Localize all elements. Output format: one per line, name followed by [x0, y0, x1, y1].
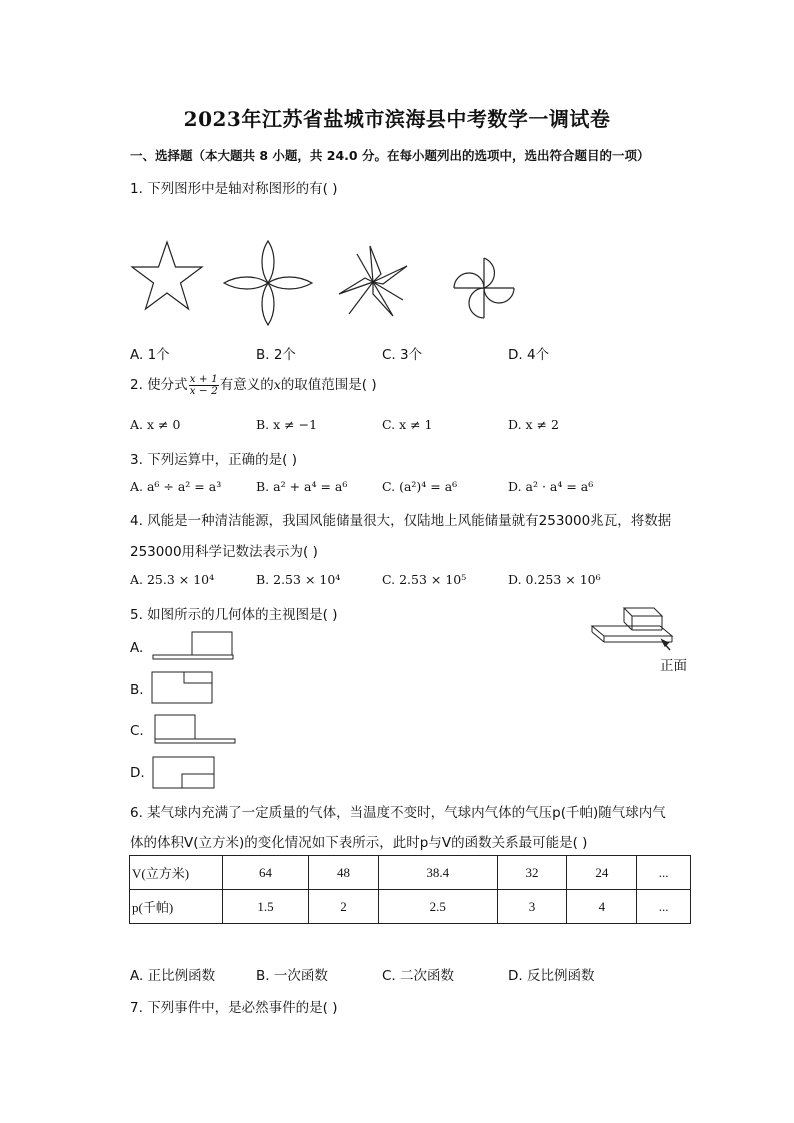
- q4-option-b: B. 2.53 × 10⁴: [256, 572, 341, 587]
- q6-option-c: C. 二次函数: [382, 968, 455, 984]
- pressure-volume-table: [129, 855, 691, 924]
- question-6-line-1: 6. 某气球内充满了一定质量的气体，当温度不变时，气球内气体的气压p(千帕)随气球内气: [130, 805, 666, 821]
- page-title: 2023年江苏省盐城市滨海县中考数学一调试卷: [183, 107, 611, 131]
- q5-option-b-label: B.: [130, 682, 144, 698]
- question-4-line-1: 4. 风能是一种清洁能源，我国风能储量很大，仅陆地上风能储量就有253000兆瓦，将数据: [130, 513, 672, 529]
- q3-option-b: B. a² + a⁴ = a⁶: [256, 479, 348, 494]
- section-header: 一、选择题（本大题共 8 小题，共 24.0 分。在每小题列出的选项中，选出符合题目的一项）: [130, 148, 650, 163]
- question-5-stem: 5. 如图所示的几何体的主视图是( ): [130, 607, 338, 623]
- table-cell: 32: [497, 856, 567, 890]
- q1-option-c: C. 3个: [382, 347, 423, 363]
- q2-fraction-denominator: x − 2: [189, 384, 218, 397]
- q3-option-d: D. a² · a⁴ = a⁶: [508, 479, 594, 494]
- q5-option-c-figure: [154, 714, 236, 746]
- table-cell: ...: [637, 856, 691, 890]
- q2-option-d: D. x ≠ 2: [508, 417, 559, 432]
- q5-option-a-figure: [152, 631, 234, 661]
- q2-option-b: B. x ≠ −1: [256, 417, 318, 432]
- table-row-header-pressure: p(千帕): [130, 890, 223, 924]
- table-cell: 24: [567, 856, 637, 890]
- table-cell: 38.4: [378, 856, 497, 890]
- question-6-line-2: 体的体积V(立方米)的变化情况如下表所示，此时p与V的函数关系最可能是( ): [130, 835, 588, 851]
- q2-var: x: [273, 377, 281, 392]
- q1-option-a: A. 1个: [130, 347, 170, 363]
- geometric-solid-figure: [590, 606, 674, 650]
- q2-fraction-numerator: x + 1: [189, 372, 218, 385]
- q4-option-d: D. 0.253 × 10⁶: [508, 572, 601, 587]
- table-cell: 1.5: [223, 890, 309, 924]
- pinwheel-triangles-figure: [337, 244, 409, 320]
- q6-option-d: D. 反比例函数: [508, 968, 595, 984]
- q5-option-d-label: D.: [130, 765, 145, 781]
- q1-option-d: D. 4个: [508, 347, 550, 363]
- question-4-line-2: 253000用科学记数法表示为( ): [130, 544, 318, 560]
- q6-option-a: A. 正比例函数: [130, 968, 216, 984]
- q5-option-d-figure: [152, 756, 216, 790]
- q3-option-a: A. a⁶ ÷ a² = a³: [130, 479, 222, 494]
- table-cell: 64: [223, 856, 309, 890]
- q5-option-a-label: A.: [130, 640, 144, 656]
- table-row: [130, 856, 691, 890]
- q3-option-c: C. (a²)⁴ = a⁶: [382, 479, 458, 494]
- q1-option-b: B. 2个: [256, 347, 296, 363]
- table-cell: 4: [567, 890, 637, 924]
- q5-option-c-label: C.: [130, 723, 144, 739]
- table-cell: 3: [497, 890, 567, 924]
- front-view-label: 正面: [660, 658, 687, 674]
- table-row-header-volume: V(立方米): [130, 856, 223, 890]
- table-cell: ...: [637, 890, 691, 924]
- q4-option-a: A. 25.3 × 10⁴: [130, 572, 215, 587]
- question-2-stem: [130, 373, 377, 397]
- table-row: [130, 890, 691, 924]
- q2-option-c: C. x ≠ 1: [382, 417, 433, 432]
- question-7-stem: 7. 下列事件中，是必然事件的是( ): [130, 1000, 338, 1016]
- q2-suffix: 的取值范围是( ): [280, 377, 377, 393]
- q2-middle: 有意义的: [219, 377, 274, 393]
- windmill-semicircles-figure: [452, 256, 516, 320]
- q2-prefix: 2. 使分式: [130, 377, 188, 393]
- question-3-stem: 3. 下列运算中，正确的是( ): [130, 452, 297, 468]
- table-cell: 48: [309, 856, 379, 890]
- star-figure: [130, 240, 204, 312]
- q2-fraction: [189, 374, 219, 397]
- q2-option-a: A. x ≠ 0: [130, 417, 181, 432]
- table-cell: 2: [309, 890, 379, 924]
- q5-option-b-figure: [151, 671, 213, 705]
- four-petal-flower-figure: [222, 239, 314, 327]
- q6-option-b: B. 一次函数: [256, 968, 328, 984]
- q4-option-c: C. 2.53 × 10⁵: [382, 572, 467, 587]
- table-cell: 2.5: [378, 890, 497, 924]
- question-1-stem: 1. 下列图形中是轴对称图形的有( ): [130, 181, 338, 197]
